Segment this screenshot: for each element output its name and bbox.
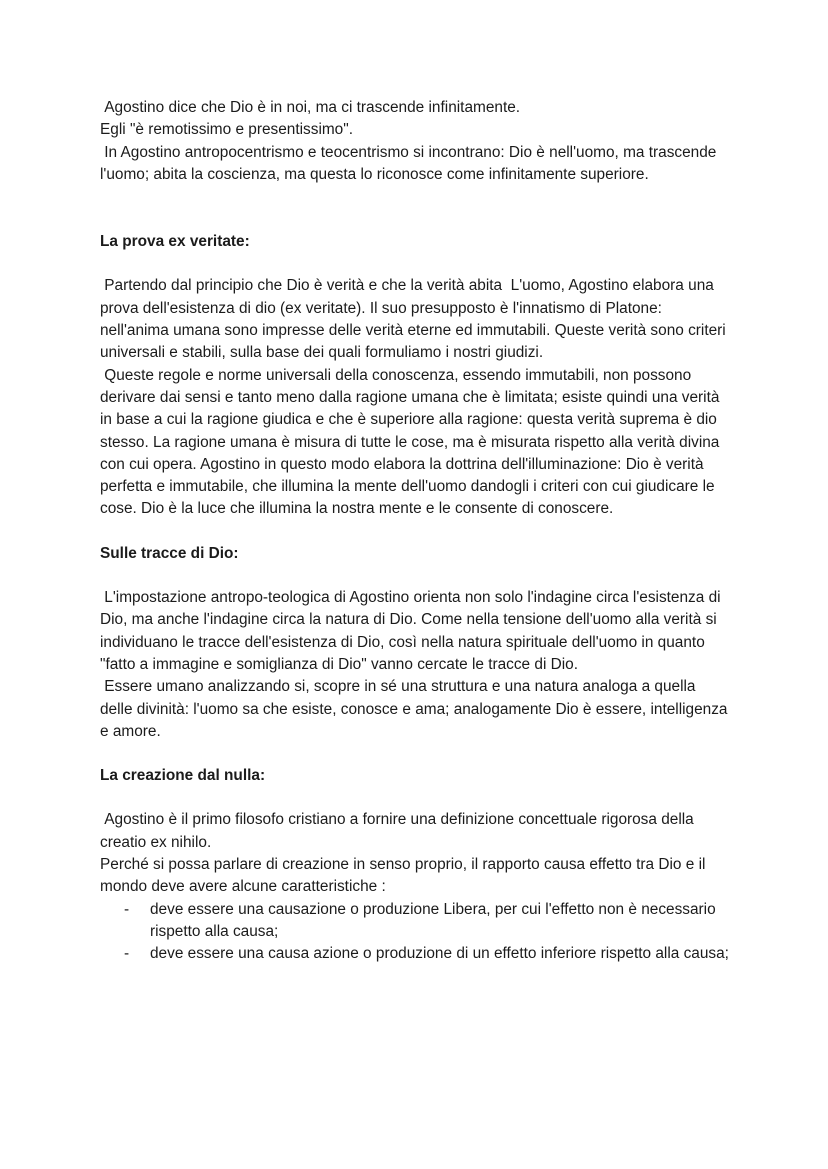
section-tracce-di-dio [100, 543, 732, 743]
list-item [100, 943, 732, 965]
spacer [100, 743, 732, 765]
list-item [100, 899, 732, 944]
section-heading: La prova ex veritate: [100, 233, 250, 251]
list-dash-marker: - [124, 900, 130, 918]
list-item-text: deve essere una causa azione o produzione di un effetto inferiore rispetto alla causa; [150, 945, 729, 963]
spacer [100, 787, 732, 809]
section-creazione-dal-nulla [100, 765, 732, 965]
section-heading: Sulle tracce di Dio: [100, 544, 239, 562]
section-paragraph: Perché si possa parlare di creazione in senso proprio, il rapporto causa effetto tra Dio e il mondo deve avere alcune caratteristiche : [100, 856, 710, 896]
section-heading: La creazione dal nulla: [100, 767, 266, 785]
spacer [100, 521, 732, 543]
document-body [100, 97, 732, 966]
list-dash-marker: - [124, 945, 130, 963]
section-prova-ex-veritate [100, 231, 732, 521]
section-paragraph: Agostino è il primo filosofo cristiano a fornire una definizione concettuale rigorosa della creatio ex nihilo. [100, 811, 699, 851]
section-paragraph: Queste regole e norme universali della conoscenza, essendo immutabili, non possono derivare dai sensi e tanto meno dalla ragione umana che è limitata; esiste quindi una verità in base a cui la ragione giudica e che è superiore alla ragione: questa verità suprema è dio stesso. La ragione umana è misura di tutte le cose, ma è misurata rispetto alla verità divina con cui opera. Agostino in questo modo elabora la dottrina dell'illuminazione: Dio è verità perfetta e immutabile, che illumina la mente dell'uomo dandogli i criteri con cui giudicare le cose. Dio è la luce che illumina la nostra mente e le consente di conoscere. [100, 366, 724, 518]
characteristics-list [100, 899, 732, 966]
spacer [100, 565, 732, 587]
section-paragraph: L'impostazione antropo-teologica di Agostino orienta non solo l'indagine circa l'esistenza di Dio, ma anche l'indagine circa la natura di Dio. Come nella tensione dell'uomo alla verità si individuano le tracce dell'esistenza di Dio, così nella natura spirituale dell'uomo in quanto "fatto a immagine e somiglianza di Dio" vanno cercate le tracce di Dio. [100, 589, 725, 673]
intro-paragraph-1: Agostino dice che Dio è in noi, ma ci trascende infinitamente. [100, 99, 521, 116]
spacer [100, 253, 732, 275]
section-paragraph: Partendo dal principio che Dio è verità e che la verità abita L'uomo, Agostino elabora una prova dell'esistenza di dio (ex veritate). Il suo presupposto è l'innatismo di Platone: nell'anima umana sono impresse delle verità eterne ed immutabili. Queste verità sono criteri universali e stabili, sulla base dei quali formuliamo i nostri giudizi. [100, 277, 730, 362]
spacer [100, 186, 732, 231]
section-paragraph: Essere umano analizzando si, scopre in sé una struttura e una natura analoga a quella delle divinità: l'uomo sa che esiste, conosce e ama; analogamente Dio è essere, intelligenza e amore. [100, 678, 732, 740]
intro-paragraph-2: Egli "è remotissimo e presentissimo". [100, 121, 353, 139]
intro-section [100, 97, 732, 186]
intro-paragraph-3: In Agostino antropocentrismo e teocentrismo si incontrano: Dio è nell'uomo, ma trascende l'uomo; abita la coscienza, ma questa lo riconosce come infinitamente superiore. [100, 143, 721, 183]
list-item-text: deve essere una causazione o produzione Libera, per cui l'effetto non è necessario rispetto alla causa; [150, 900, 716, 940]
